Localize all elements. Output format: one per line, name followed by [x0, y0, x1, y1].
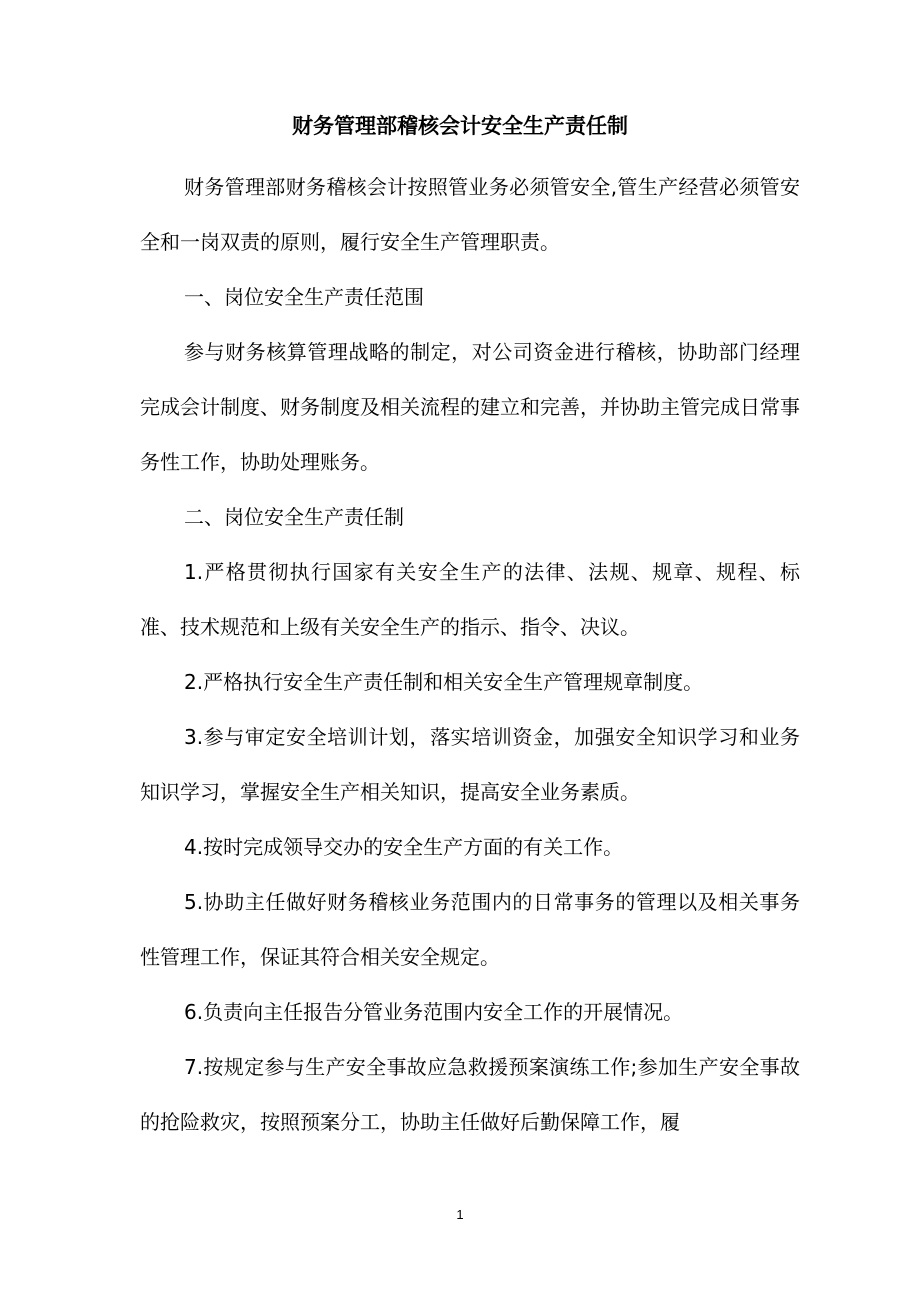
- document-body: [140, 160, 800, 1150]
- section-heading-responsibility: 二、岗位安全生产责任制: [184, 505, 404, 529]
- responsibility-item-1: 1.严格贯彻执行国家有关安全生产的法律、法规、规章、规程、标准、技术规范和上级有关安全生产的指示、指令、决议。: [140, 560, 800, 639]
- page-number: 1: [456, 1207, 464, 1222]
- responsibility-item-3: 3.参与审定安全培训计划，落实培训资金，加强安全知识学习和业务知识学习，掌握安全生产相关知识，提高安全业务素质。: [140, 725, 800, 804]
- responsibility-item-2: 2.严格执行安全生产责任制和相关安全生产管理规章制度。: [184, 670, 704, 694]
- responsibility-item-7: 7.按规定参与生产安全事故应急救援预案演练工作;参加生产安全事故的抢险救灾，按照预案分工，协助主任做好后勤保障工作，履: [140, 1055, 800, 1134]
- responsibility-item-5: 5.协助主任做好财务稽核业务范围内的日常事务的管理以及相关事务性管理工作，保证其符合相关安全规定。: [140, 890, 800, 969]
- responsibility-item-6: 6.负责向主任报告分管业务范围内安全工作的开展情况。: [184, 1000, 684, 1024]
- responsibility-item-4: 4.按时完成领导交办的安全生产方面的有关工作。: [184, 835, 624, 859]
- scope-paragraph: 参与财务核算管理战略的制定，对公司资金进行稽核，协助部门经理完成会计制度、财务制度及相关流程的建立和完善，并协助主管完成日常事务性工作，协助处理账务。: [140, 340, 800, 474]
- section-heading-scope: 一、岗位安全生产责任范围: [184, 285, 424, 309]
- document-title: 财务管理部稽核会计安全生产责任制: [292, 114, 628, 138]
- intro-paragraph: 财务管理部财务稽核会计按照管业务必须管安全,管生产经营必须管安全和一岗双责的原则，履行安全生产管理职责。: [140, 175, 800, 254]
